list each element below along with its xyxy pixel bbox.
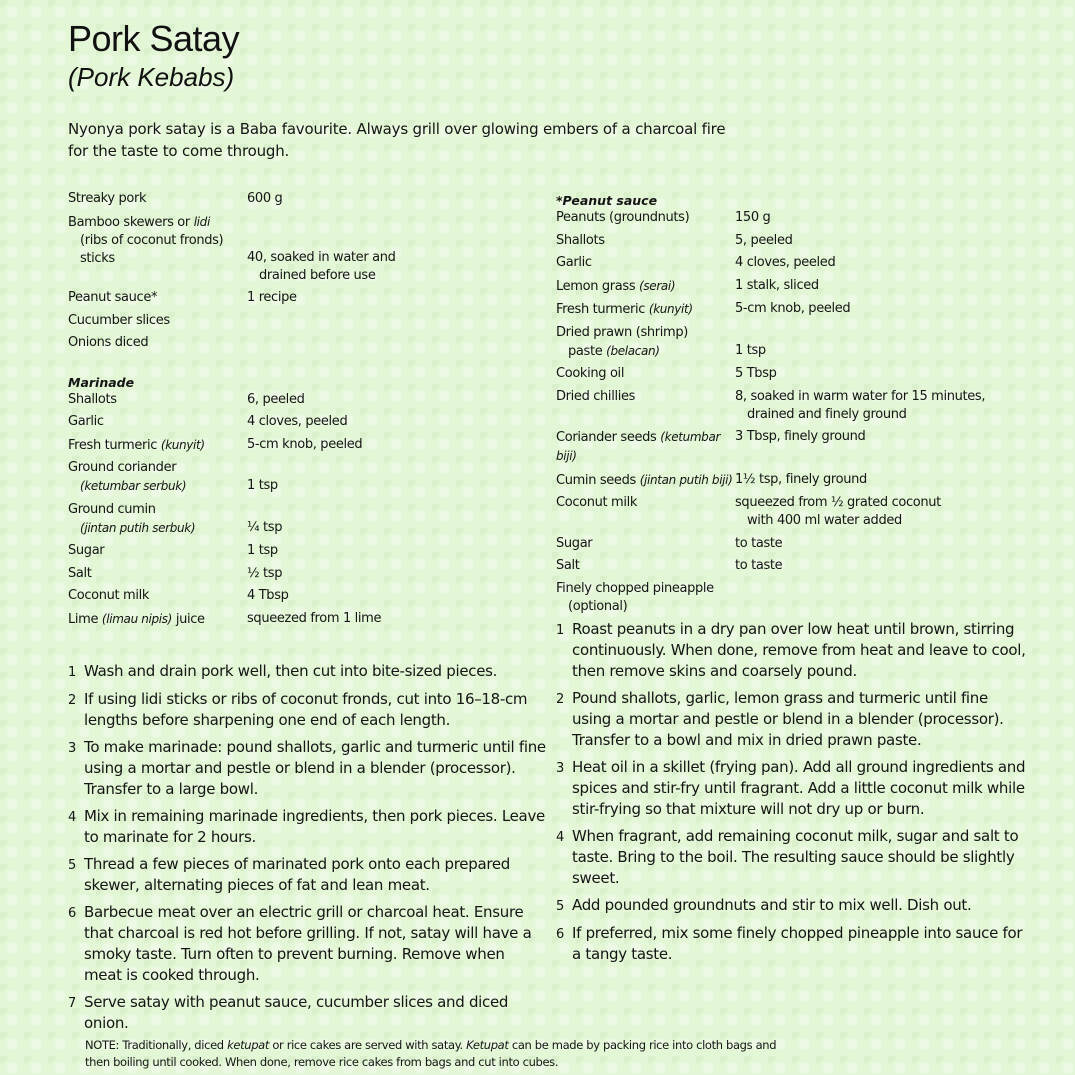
ingredient-name-text: Fresh turmeric	[556, 302, 646, 317]
ingredient-row	[556, 494, 985, 535]
ingredient-amount: 5 Tbsp	[735, 366, 777, 381]
note-text: or rice cakes are served with satay.	[269, 1038, 467, 1052]
ingredient-amount-text: squeezed from ½ grated coconut	[735, 495, 941, 510]
ingredient-amount: 4 cloves, peeled	[247, 414, 348, 429]
ingredient-row	[68, 610, 381, 634]
ingredient-row	[556, 471, 985, 495]
ingredient-amount	[247, 334, 396, 357]
ingredient-name-text: Ground coriander	[68, 460, 177, 475]
ingredient-row	[556, 300, 985, 324]
ingredient-name-text: paste	[568, 343, 603, 359]
step-text: To make marinade: pound shallots, garlic and turmeric until fine using a mortar and pestle or blend in a blender (processor). Transfer to a large bowl.	[84, 738, 546, 798]
ingredient-amount-extra: with 400 ml water added	[747, 513, 902, 528]
ingredient-amount: 5-cm knob, peeled	[247, 436, 363, 452]
ingredient-amount: 1 tsp	[247, 543, 278, 558]
step-text: When fragrant, add remaining coconut milk, sugar and salt to taste. Bring to the boil. The resulting sauce should be slightly sweet.	[572, 827, 1019, 887]
ingredient-local-name: (kunyit)	[160, 437, 205, 452]
step-text: Barbecue meat over an electric grill or charcoal heat. Ensure that charcoal is red hot before grilling. If not, satay will have a smoky taste. Turn often to prevent burning. Remove when meat is cooked through.	[84, 903, 532, 984]
step-text: Pound shallots, garlic, lemon grass and turmeric until fine using a mortar and pestle or blend in a blender (processor). Transfer to a bowl and mix in dried prawn paste.	[572, 689, 1004, 749]
ingredient-name	[68, 501, 247, 543]
method-step	[68, 992, 546, 1034]
ingredient-name-extra: sticks	[80, 250, 115, 266]
ingredient-name-text: Coriander seeds	[556, 430, 657, 445]
ingredient-row	[556, 365, 985, 388]
method-step	[556, 826, 1026, 889]
ingredient-name: Salt	[68, 565, 92, 581]
ingredient-local-name: (limau nipis)	[101, 611, 173, 626]
ingredient-amount: squeezed from 1 lime	[247, 610, 382, 626]
step-number: 1	[68, 665, 76, 680]
ingredient-name: Peanuts (groundnuts)	[556, 210, 690, 225]
ingredient-name: Sugar	[68, 543, 105, 558]
ingredient-name: Sugar	[556, 535, 593, 551]
ingredient-row	[68, 459, 381, 501]
ingredient-name-extra: (ribs of coconut fronds)	[80, 232, 224, 248]
ingredient-amount: 1½ tsp, finely ground	[735, 471, 867, 487]
method-step	[68, 737, 546, 800]
recipe-subtitle: (Pork Kebabs)	[68, 62, 235, 92]
recipe-note	[85, 1037, 785, 1071]
step-number: 2	[68, 693, 76, 708]
ingredient-name-text: Cumin seeds	[556, 472, 636, 488]
method-step	[556, 757, 1026, 820]
ingredient-name	[68, 213, 247, 290]
ingredient-row	[556, 277, 985, 301]
step-text: If using lidi sticks or ribs of coconut fronds, cut into 16–18-cm lengths before sharpening one end of each length.	[84, 690, 528, 729]
ingredient-name-extra: (optional)	[568, 598, 628, 614]
note-text: NOTE: Traditionally, diced	[85, 1038, 228, 1052]
method-step	[556, 923, 1026, 965]
step-number: 5	[556, 899, 564, 914]
ingredient-row	[68, 565, 381, 588]
ingredient-row	[556, 388, 985, 429]
ingredient-row	[68, 501, 381, 543]
marinade-table	[68, 391, 381, 634]
ingredient-local-name: (jintan putih serbuk)	[80, 520, 196, 535]
ingredient-name-text: Fresh turmeric	[68, 437, 158, 453]
ingredient-name	[556, 324, 735, 366]
ingredient-name	[556, 300, 735, 324]
step-text: Serve satay with peanut sauce, cucumber slices and diced onion.	[84, 993, 509, 1032]
ingredient-amount	[247, 501, 381, 543]
step-number: 2	[556, 692, 564, 707]
ingredient-name-text: Lime	[68, 611, 99, 627]
ingredient-row	[68, 312, 396, 335]
ingredient-row	[68, 542, 381, 565]
ingredient-name: Shallots	[68, 391, 117, 407]
step-number: 1	[556, 623, 564, 638]
ingredient-amount: to taste	[735, 558, 783, 573]
step-number: 3	[68, 741, 76, 756]
step-number: 5	[68, 858, 76, 873]
main-ingredient-table	[68, 190, 396, 357]
ingredient-amount: to taste	[735, 535, 783, 551]
method-step	[68, 854, 546, 896]
ingredient-row	[68, 213, 396, 290]
step-number: 6	[68, 906, 76, 921]
ingredient-row	[556, 232, 985, 255]
ingredient-local-name: (serai)	[639, 278, 676, 293]
peanut-sauce-method-steps	[556, 619, 1026, 971]
step-number: 7	[68, 996, 76, 1011]
ingredient-row	[556, 254, 985, 277]
ingredient-row	[68, 334, 396, 357]
ingredient-row	[68, 436, 381, 460]
method-step	[68, 806, 546, 848]
ingredient-amount-extra: drained and finely ground	[747, 406, 907, 422]
ingredient-amount	[735, 494, 985, 535]
recipe-intro: Nyonya pork satay is a Baba favourite. Always grill over glowing embers of a charcoal fire for the taste to come through.	[68, 120, 726, 160]
step-text: Add pounded groundnuts and stir to mix well. Dish out.	[572, 896, 972, 914]
ingredient-row	[556, 324, 985, 366]
ingredient-row	[68, 391, 381, 414]
ingredient-name	[556, 580, 985, 621]
peanut-sauce-heading: *Peanut sauce	[556, 193, 658, 208]
ingredient-amount: 3 Tbsp, finely ground	[735, 429, 866, 444]
ingredient-name	[68, 459, 247, 501]
ingredient-name: Garlic	[556, 255, 592, 270]
ingredient-row	[68, 413, 381, 436]
method-step	[556, 688, 1026, 751]
ingredient-name	[556, 471, 735, 495]
ingredient-name-text: Lemon grass	[556, 278, 636, 294]
method-step	[556, 895, 1026, 917]
method-step	[556, 619, 1026, 682]
step-number: 4	[556, 830, 564, 845]
ingredient-row	[556, 580, 985, 621]
ingredient-name-text: juice	[175, 611, 205, 627]
ingredient-name: Peanut sauce*	[68, 290, 158, 305]
satay-ingredients	[68, 190, 538, 633]
ingredient-amount: 5-cm knob, peeled	[735, 301, 851, 316]
ingredient-amount-extra: drained before use	[259, 267, 376, 283]
ingredient-amount-text: 1 tsp	[735, 342, 766, 358]
step-text: Roast peanuts in a dry pan over low heat until brown, stirring continuously. When done, remove from heat and leave to cool, then remove skins and coarsely pound.	[572, 620, 1026, 680]
ingredient-local-name: (kunyit)	[648, 302, 693, 316]
ingredient-local-name: (jintan putih biji)	[639, 472, 733, 487]
ingredient-amount: 600 g	[247, 191, 283, 206]
ingredient-amount: 6, peeled	[247, 391, 305, 407]
ingredient-amount	[735, 388, 985, 429]
note-text: can be made by packing rice into cloth bags and then boiling until cooked. When done, remove rice cakes from bags and cut into cubes.	[85, 1038, 777, 1069]
ingredient-amount: ½ tsp	[247, 565, 283, 581]
ingredient-name: Cooking oil	[556, 366, 625, 381]
ingredient-row	[556, 535, 985, 558]
method-step	[68, 689, 546, 731]
ingredient-name: Garlic	[68, 414, 104, 429]
method-step	[68, 902, 546, 986]
recipe-title: Pork Satay	[68, 18, 240, 59]
ingredient-local-name: (ketumbar biji)	[556, 430, 721, 463]
ingredient-row	[68, 289, 396, 312]
ingredient-row	[556, 428, 985, 471]
note-italic-term: ketupat	[227, 1038, 270, 1052]
method-step	[68, 661, 546, 683]
ingredient-amount-text: 1 tsp	[247, 478, 278, 493]
ingredient-amount-text: 40, soaked in water and	[247, 249, 396, 265]
ingredient-amount-text: 8, soaked in warm water for 15 minutes,	[735, 388, 986, 404]
step-number: 4	[68, 810, 76, 825]
ingredient-name-text: Ground cumin	[68, 501, 156, 517]
ingredient-name: Dried chillies	[556, 388, 636, 404]
ingredient-local-name: (ketumbar serbuk)	[80, 479, 187, 493]
ingredient-row	[556, 209, 985, 232]
ingredient-name-text: Dried prawn (shrimp)	[556, 324, 688, 340]
marinade-heading: Marinade	[68, 374, 135, 390]
ingredient-amount: 5, peeled	[735, 232, 793, 248]
ingredient-amount: 4 cloves, peeled	[735, 255, 836, 270]
ingredient-amount	[247, 459, 381, 501]
ingredient-amount	[735, 324, 985, 366]
ingredient-name: Cucumber slices	[68, 312, 170, 328]
ingredient-local-name: (belacan)	[606, 343, 660, 358]
ingredient-amount	[247, 312, 396, 335]
note-italic-term: Ketupat	[466, 1038, 509, 1052]
ingredient-name-text: Bamboo skewers or	[68, 214, 190, 230]
ingredient-row	[68, 190, 396, 213]
ingredient-amount: 4 Tbsp	[247, 588, 289, 603]
ingredient-name: Streaky pork	[68, 191, 147, 206]
ingredient-name: Shallots	[556, 232, 605, 248]
step-text: If preferred, mix some finely chopped pineapple into sauce for a tangy taste.	[572, 924, 1023, 963]
ingredient-name	[556, 428, 735, 471]
ingredient-name: Onions diced	[68, 335, 149, 350]
ingredient-name-text: Finely chopped pineapple	[556, 580, 714, 596]
step-number: 6	[556, 927, 564, 942]
ingredient-amount-text: ¼ tsp	[247, 519, 283, 535]
ingredient-name	[68, 436, 247, 460]
peanut-sauce-table	[556, 209, 985, 620]
satay-method-steps	[68, 661, 546, 1040]
step-number: 3	[556, 761, 564, 776]
ingredient-name: Coconut milk	[68, 588, 150, 603]
ingredient-name	[556, 277, 735, 301]
ingredient-amount: 150 g	[735, 210, 771, 225]
ingredient-row	[68, 587, 381, 610]
step-text: Wash and drain pork well, then cut into bite-sized pieces.	[84, 662, 498, 680]
step-text: Mix in remaining marinade ingredients, then pork pieces. Leave to marinate for 2 hours.	[84, 807, 545, 846]
ingredient-name	[68, 610, 247, 634]
step-text: Heat oil in a skillet (frying pan). Add all ground ingredients and spices and stir-fry until fragrant. Add a little coconut milk while stir-frying so that mixture will not dry up or burn.	[572, 758, 1026, 818]
ingredient-amount	[247, 213, 396, 290]
step-text: Thread a few pieces of marinated pork onto each prepared skewer, alternating pieces of fat and lean meat.	[84, 855, 511, 894]
ingredient-name: Coconut milk	[556, 495, 638, 510]
ingredient-amount: 1 stalk, sliced	[735, 277, 819, 293]
ingredient-row	[556, 557, 985, 580]
ingredient-amount: 1 recipe	[247, 290, 297, 305]
ingredient-local-name: lidi	[193, 214, 210, 229]
peanut-sauce-ingredients	[556, 193, 1036, 620]
ingredient-name: Salt	[556, 558, 580, 573]
